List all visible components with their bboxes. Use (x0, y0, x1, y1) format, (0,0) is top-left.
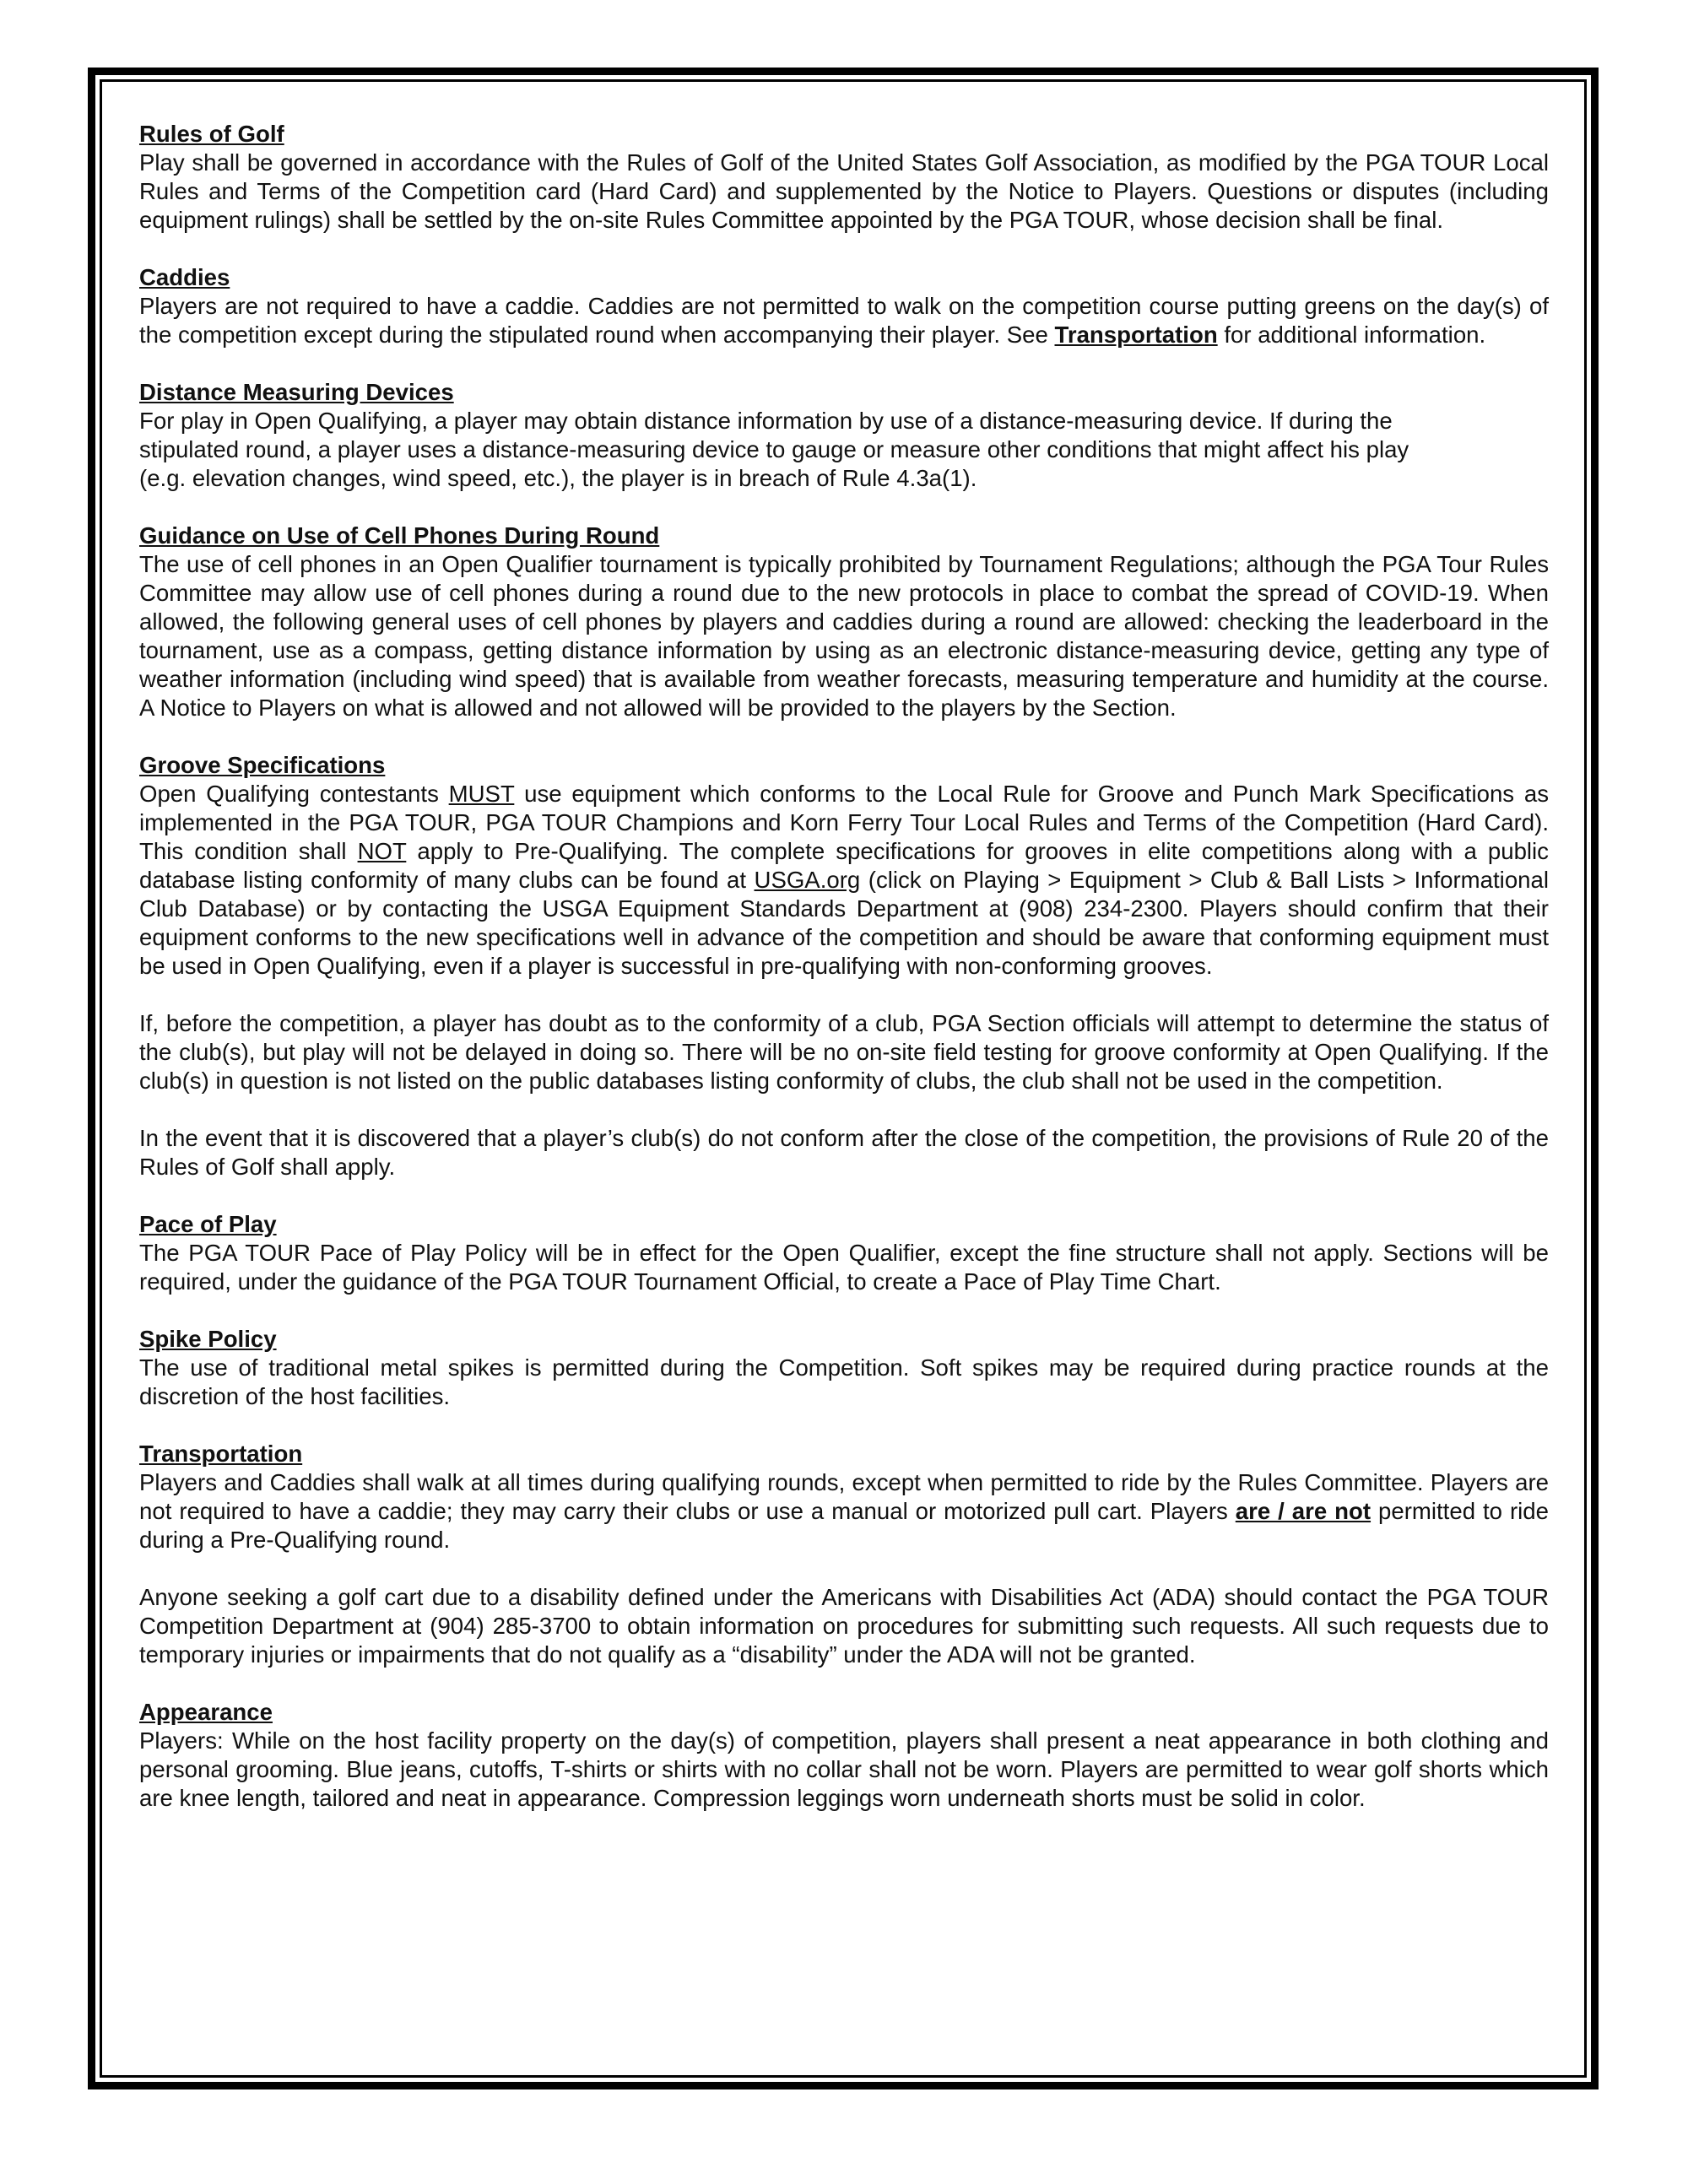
text-run: apply to Pre-Qualifying. The complete specifications for grooves in elite competitions along with a public database listing conformity of many clubs can be found at (139, 838, 1549, 893)
text-line: (e.g. elevation changes, wind speed, etc.), the player is in breach of Rule 4.3a(1). (139, 465, 977, 491)
section-rules-of-golf (139, 120, 1549, 235)
section-heading: Appearance (139, 1699, 273, 1725)
section-text: Anyone seeking a golf cart due to a disability defined under the Americans with Disabilities Act (ADA) should contact the PGA TOUR Competition Department at (904) 285-3700 to obtain information on procedures for submitting such requests. All such requests due to temporary injuries or impairments that do not qualify as a “disability” under the ADA will not be granted. (139, 1584, 1549, 1668)
section-text: Play shall be governed in accordance with the Rules of Golf of the United States Golf Association, as modified by the PGA TOUR Local Rules and Terms of the Competition card (Hard Card) and supplemented by the Notice to Players. Questions or disputes (including equipment rulings) shall be settled by the on-site Rules Committee appointed by the PGA TOUR, whose decision shall be final. (139, 149, 1549, 233)
section-text: The use of cell phones in an Open Qualifier tournament is typically prohibited by Tournament Regulations; although the PGA Tour Rules Committee may allow use of cell phones during a round due to the new protocols in place to combat the spread of COVID-19. When allowed, the following general uses of cell phones by players and caddies during a round are allowed: checking the leaderboard in the tournament, use as a compass, getting distance information by using as an electronic distance-measuring device, getting any type of weather information (including wind speed) that is available from weather forecasts, measuring temperature and humidity at the course. A Notice to Players on what is allowed and not allowed will be provided to the players by the Section. (139, 551, 1549, 721)
section-heading: Guidance on Use of Cell Phones During Round (139, 522, 660, 549)
section-text (139, 780, 1549, 981)
section-heading: Spike Policy (139, 1326, 277, 1352)
section-text (139, 407, 1549, 493)
section-heading: Groove Specifications (139, 752, 386, 778)
text-line: stipulated round, a player uses a distance-measuring device to gauge or measure other conditions that might affect his play (139, 436, 1409, 462)
section-text: The use of traditional metal spikes is permitted during the Competition. Soft spikes may be required during practice rounds at the discretion of the host facilities. (139, 1354, 1549, 1409)
section-groove-specifications (139, 751, 1549, 981)
section-heading: Transportation (139, 1441, 303, 1467)
section-pace-of-play (139, 1210, 1549, 1296)
section-text (139, 1468, 1549, 1554)
are-are-not-option: are / are not (1235, 1498, 1372, 1524)
section-heading: Rules of Golf (139, 121, 284, 147)
section-cell-phones (139, 522, 1549, 722)
groove-paragraph-3 (139, 1124, 1549, 1181)
text-run: Open Qualifying contestants (139, 781, 449, 807)
section-distance-measuring-devices (139, 378, 1549, 493)
text-run: for additional information. (1217, 322, 1486, 348)
text-run: use equipment which conforms to the Local Rule for Groove and Punch Mark Specifications as implemented in the PGA TOUR, PGA TOUR Champions and Korn Ferry Tour Local Rules and Terms of the Competition (Hard Card). This condition shall (139, 781, 1550, 864)
text-run: (click on Playing > Equipment > Club & Ball Lists > Informational Club Database) or by contacting the USGA Equipment Standards Department at (908) 234-2300. Players should confirm that their equipment conforms to the new specifications well in advance of the competition and should be aware that conforming equipment must be used in Open Qualifying, even if a player is successful in pre-qualifying with non-conforming grooves. (139, 867, 1549, 979)
section-text: If, before the competition, a player has doubt as to the conformity of a club, PGA Section officials will attempt to determine the status of the club(s), but play will not be delayed in doing so. There will be no on-site field testing for groove conformity at Open Qualifying. If the club(s) in question is not listed on the public databases listing conformity of clubs, the club shall not be used in the competition. (139, 1010, 1549, 1094)
section-spike-policy (139, 1325, 1549, 1411)
section-text (139, 292, 1549, 349)
section-heading: Pace of Play (139, 1211, 277, 1237)
must-emphasis: MUST (448, 781, 515, 807)
section-appearance (139, 1698, 1549, 1813)
document-body (139, 120, 1549, 1841)
section-text: In the event that it is discovered that a player’s club(s) do not conform after the close of the competition, the provisions of Rule 20 of the Rules of Golf shall apply. (139, 1125, 1549, 1180)
not-emphasis: NOT (357, 838, 407, 864)
section-heading: Distance Measuring Devices (139, 379, 454, 405)
text-run: permitted to ride during a Pre-Qualifying round. (139, 1498, 1549, 1553)
text-run: Players are not required to have a caddie. Caddies are not permitted to walk on the competition course putting greens on the day(s) of the competition except during the stipulated round when accompanying their player. See (139, 293, 1549, 348)
text-run: Players and Caddies shall walk at all times during qualifying rounds, except when permitted to ride by the Rules Committee. Players are not required to have a caddie; they may carry their clubs or use a manual or motorized pull cart. Players (139, 1469, 1549, 1524)
usga-link[interactable]: USGA.org (754, 867, 861, 893)
section-heading: Caddies (139, 264, 230, 290)
section-text: Players: While on the host facility property on the day(s) of competition, players shall present a neat appearance in both clothing and personal grooming. Blue jeans, cutoffs, T-shirts or shirts with no collar shall not be worn. Players are permitted to wear golf shorts which are knee length, tailored and neat in appearance. Compression leggings worn underneath shorts must be solid in color. (139, 1727, 1549, 1811)
text-line: For play in Open Qualifying, a player may obtain distance information by use of a distance-measuring device. If during the (139, 408, 1393, 434)
section-text: The PGA TOUR Pace of Play Policy will be in effect for the Open Qualifier, except the fine structure shall not apply. Sections will be required, under the guidance of the PGA TOUR Tournament Official, to create a Pace of Play Time Chart. (139, 1240, 1549, 1295)
transportation-paragraph-2 (139, 1583, 1549, 1669)
transportation-reference: Transportation (1054, 322, 1218, 348)
section-transportation (139, 1440, 1549, 1554)
groove-paragraph-2 (139, 1009, 1549, 1095)
section-caddies (139, 263, 1549, 349)
